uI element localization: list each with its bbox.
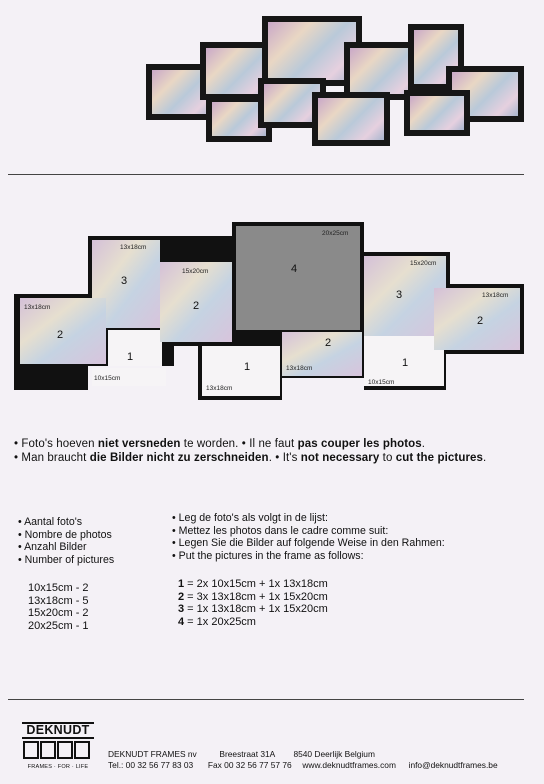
divider	[8, 699, 524, 700]
size-label: 20x25cm	[322, 230, 349, 237]
group-number: 1	[402, 357, 409, 369]
group-number: 1	[244, 361, 251, 373]
formula-line: 2 = 3x 13x18cm + 1x 15x20cm	[178, 590, 328, 603]
count-label: • Aantal foto's	[18, 516, 83, 528]
instruction-line: • Leg de foto's als volgt in de lijst:	[172, 512, 328, 524]
size-label: 15x20cm	[410, 260, 437, 267]
count-label: • Anzahl Bilder	[18, 541, 87, 553]
size-label: 15x20cm	[182, 268, 209, 275]
company-email[interactable]: info@deknudtframes.be	[408, 760, 498, 770]
count-label: • Nombre de photos	[18, 528, 112, 541]
instruction-line: • Legen Sie die Bilder auf folgende Weise in den Rahmen:	[172, 537, 445, 549]
group-number: 3	[396, 289, 403, 301]
size-label: 13x18cm	[206, 385, 233, 392]
group-number: 1	[127, 351, 134, 363]
logo-tagline: FRAMES · FOR · LIFE	[27, 764, 89, 770]
group-formulas	[178, 578, 328, 628]
company-name: DEKNUDT FRAMES nv	[108, 749, 197, 759]
opening-10x15-1	[108, 330, 162, 366]
group-number: 2	[325, 337, 332, 349]
size-count: 13x18cm - 5	[28, 594, 89, 607]
size-label: 10x15cm	[94, 375, 121, 382]
size-label: 13x18cm	[120, 244, 147, 251]
company-fax: Fax 00 32 56 77 57 76	[207, 760, 292, 770]
count-labels	[18, 516, 114, 566]
size-label: 13x18cm	[482, 292, 509, 299]
instruction-line: • Mettez les photos dans le cadre comme suit:	[172, 524, 389, 537]
company-street: Breestraat 31A	[219, 749, 275, 759]
instruction-line: • Put the pictures in the frame as follows:	[172, 549, 364, 562]
company-city: 8540 Deerlijk Belgium	[293, 749, 375, 759]
group-number: 2	[193, 300, 200, 312]
group-number: 4	[291, 263, 298, 275]
size-label: 13x18cm	[24, 304, 51, 311]
size-count: 20x25cm - 1	[28, 619, 89, 632]
group-number: 2	[57, 329, 64, 341]
notice-line-2: • Man braucht die Bilder nicht zu zerschneiden. • It's not necessary to cut the pictures.	[14, 452, 487, 464]
company-website[interactable]: www.deknudtframes.com	[302, 760, 396, 770]
formula-line: 4 = 1x 20x25cm	[178, 615, 256, 628]
opening-15x20-3	[364, 256, 446, 336]
formula-line: 1 = 2x 10x15cm + 1x 13x18cm	[178, 578, 328, 590]
size-label: 10x15cm	[368, 379, 395, 386]
logo-frames-icon	[22, 739, 94, 761]
size-count: 10x15cm - 2	[28, 582, 89, 594]
group-number: 2	[477, 315, 484, 327]
notice-line-1: • Foto's hoeven niet versneden te worden. • Il ne faut pas couper les photos.	[14, 438, 426, 450]
instructions	[172, 512, 445, 562]
logo-brand: DEKNUDT	[22, 722, 94, 739]
company-footer	[108, 749, 498, 771]
group-number: 3	[121, 275, 128, 287]
company-tel: Tel.: 00 32 56 77 83 03	[108, 760, 194, 770]
size-counts	[28, 582, 89, 632]
formula-line: 3 = 1x 13x18cm + 1x 15x20cm	[178, 603, 328, 615]
count-label: • Number of pictures	[18, 553, 115, 566]
size-count: 15x20cm - 2	[28, 607, 89, 619]
opening-20x25-4	[236, 226, 360, 330]
deknudt-logo	[22, 722, 94, 770]
size-label: 13x18cm	[286, 365, 313, 372]
